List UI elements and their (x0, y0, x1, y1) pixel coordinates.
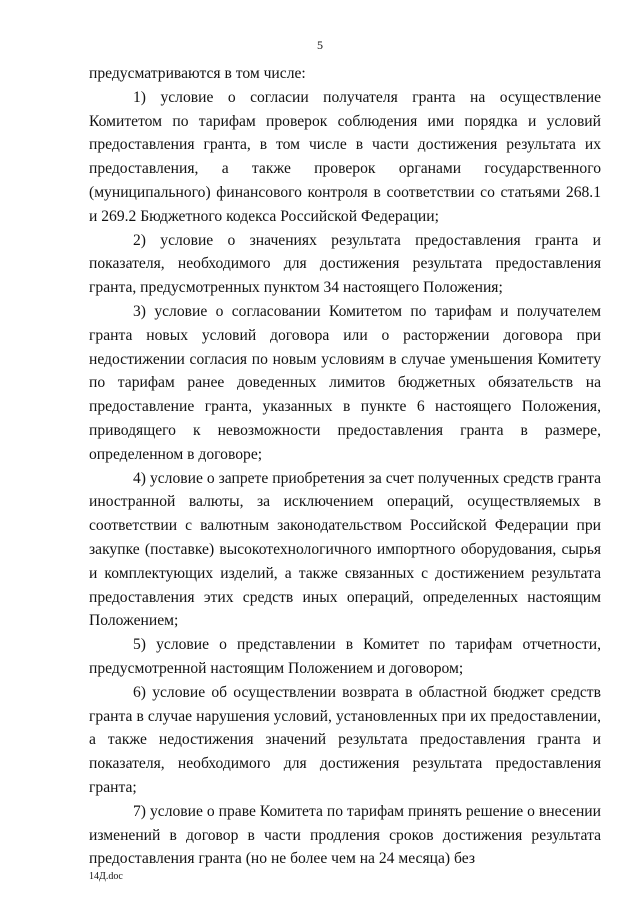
paragraph-item-3: 3) условие о согласовании Комитетом по тарифам и получателем гранта новых условий договора или о расторжении договора при недостижении согласия по новым условиям в случае уменьшения Комитету по тарифам ранее доведенных лимитов бюджетных обязательств на предоставление гранта, указанных в пункте 6 настоящего Положения, приводящего к невозможности предоставления гранта в размере, определенном в договоре; (89, 302, 601, 463)
document-body (89, 62, 601, 871)
paragraph-intro: предусматриваются в том числе: (89, 65, 306, 82)
paragraph-item-5: 5) условие о представлении в Комитет по тарифам отчетности, предусмотренной настоящим Положением и договором; (89, 636, 601, 677)
paragraph-item-2: 2) условие о значениях результата предоставления гранта и показателя, необходимого для достижения результата предоставления гранта, предусмотренных пунктом 34 настоящего Положения; (89, 231, 601, 297)
paragraph-item-1: 1) условие о согласии получателя гранта на осуществление Комитетом по тарифам проверок соблюдения ими порядка и условий предоставления гранта, в том числе в части достижения результата их предоставления, а также проверок органами государственного (муниципального) финансового контроля в соответствии со статьями 268.1 и 269.2 Бюджетного кодекса Российской Федерации; (89, 88, 601, 225)
page-number: 5 (317, 38, 323, 52)
paragraph-item-7: 7) условие о праве Комитета по тарифам принять решение о внесении изменений в договор в части продления сроков достижения результата предоставления гранта (но не более чем на 24 месяца) без (89, 802, 601, 868)
footer-filename: 14Д.doc (89, 871, 123, 882)
paragraph-item-4: 4) условие о запрете приобретения за счет полученных средств гранта иностранной валюты, за исключением операций, осуществляемых в соответствии с валютным законодательством Российской Федерации при закупке (поставке) высокотехнологичного импортного оборудования, сырья и комплектующих изделий, а также связанных с достижением результата предоставления этих средств иных операций, определенных настоящим Положением; (89, 469, 601, 630)
paragraph-item-6: 6) условие об осуществлении возврата в областной бюджет средств гранта в случае нарушения условий, установленных при их предоставлении, а также недостижения значений результата предоставления гранта и показателя, необходимого для достижения результата предоставления гранта; (89, 683, 601, 796)
